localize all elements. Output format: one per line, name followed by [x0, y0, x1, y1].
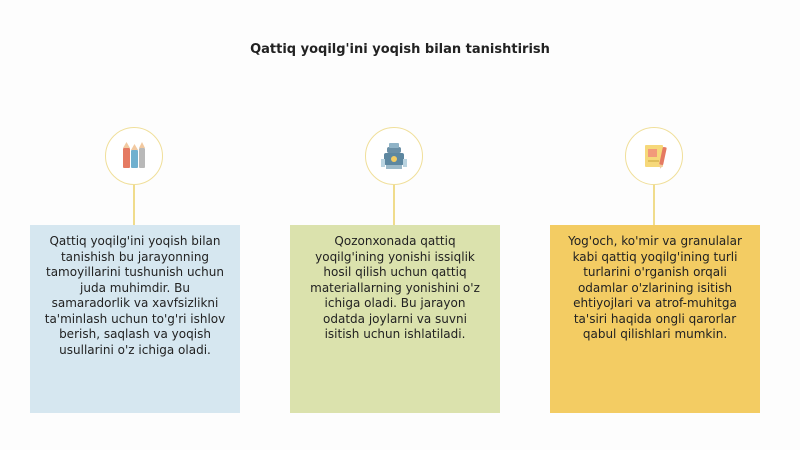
- step-column-1: [30, 0, 240, 450]
- document-pencil-icon: [625, 127, 683, 185]
- boiler-icon: [365, 127, 423, 185]
- step-column-3: [550, 0, 760, 450]
- step-card: Qozonxonada qattiq yoqilg'ining yonishi issiqlik hosil qilish uchun qattiq materiallarning yonishini o'z ichiga oladi. Bu jarayon odatda joylarni va suvni isitish uchun ishlatiladi.: [290, 225, 500, 413]
- step-column-2: [290, 0, 500, 450]
- connector-line: [393, 185, 395, 225]
- step-card: Yog'och, ko'mir va granulalar kabi qattiq yoqilg'ining turli turlarini o'rganish orqali odamlar o'zlarining isitish ehtiyojlari va atrof-muhitga ta'siri haqida ongli qarorlar qabul qilishlari mumkin.: [550, 225, 760, 413]
- connector-line: [653, 185, 655, 225]
- pencils-icon: [105, 127, 163, 185]
- step-card: Qattiq yoqilg'ini yoqish bilan tanishish bu jarayonning tamoyillarini tushunish uchun juda muhimdir. Bu samaradorlik va xavfsizlikni ta'minlash uchun to'g'ri ishlov berish, saqlash va yoqish usullarini o'z ichiga oladi.: [30, 225, 240, 413]
- connector-line: [133, 185, 135, 225]
- diagram-title: Qattiq yoqilg'ini yoqish bilan tanishtirish: [250, 42, 550, 57]
